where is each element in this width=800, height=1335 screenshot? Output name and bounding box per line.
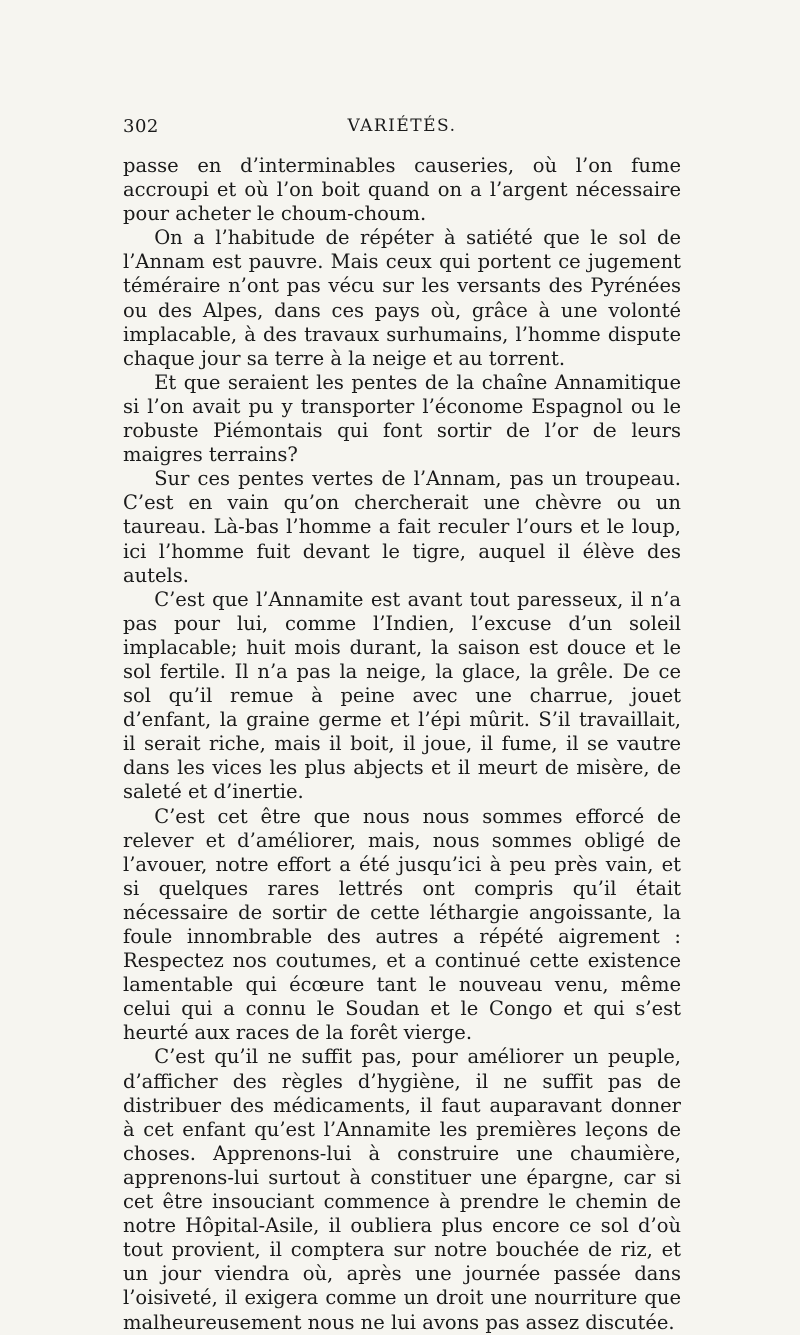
body-text — [123, 154, 681, 1335]
paragraph-chaine-annamitique: Et que seraient les pentes de la chaîne Annamitique si l’on avait pu y transporter l’économe Espagnol ou le robuste Piémontais qui font sortir de l’or de leurs maigres terrains? — [123, 370, 681, 467]
paragraph-sol-annam: On a l’habitude de répéter à satiété que le sol de l’Annam est pauvre. Mais ceux qui portent ce jugement téméraire n’ont pas vécu sur les versants des Pyrénées ou des Alpes, dans ces pays où, grâce à une volonté implacable, à des travaux surhumains, l’homme dispute chaque jour sa terre à la neige et au torrent. — [123, 226, 681, 370]
page-number: 302 — [123, 116, 159, 137]
paragraph-continued: passe en d’interminables causeries, où l’on fume accroupi et où l’on boit quand on a l’argent nécessaire pour acheter le choum-choum. — [123, 154, 681, 226]
paragraph-effort-relever: C’est cet être que nous nous sommes efforcé de relever et d’améliorer, mais, nous sommes obligé de l’avouer, notre effort a été jusqu’ici à peu près vain, et si quelques rares lettrés ont compris qu’il était nécessaire de sortir de cette léthargie angoissante, la foule innombrable des autres a répété aigrement : Respectez nos coutumes, et a continué cette existence lamentable qui écœure tant le nouveau venu, même celui qui a connu le Soudan et le Congo et qui s’est heurté aux races de la forêt vierge. — [123, 804, 681, 1045]
paragraph-pentes-vertes: Sur ces pentes vertes de l’Annam, pas un troupeau. C’est en vain qu’on chercherait une chèvre ou un taureau. Là-bas l’homme a fait reculer l’ours et le loup, ici l’homme fuit devant le tigre, auquel il élève des autels. — [123, 467, 681, 587]
paragraph-ameliorer-peuple: C’est qu’il ne suffit pas, pour améliorer un peuple, d’afficher des règles d’hygiène, il ne suffit pas de distribuer des médicaments, il faut auparavant donner à cet enfant qu’est l’Annamite les premières leçons de choses. Apprenons-lui à construire une chaumière, apprenons-lui surtout à constituer une épargne, car si cet être insouciant commence à prendre le chemin de notre Hôpital-Asile, il oubliera plus encore ce sol d’où tout provient, il comptera sur notre bouchée de riz, et un jour viendra où, après une journée passée dans l’oisiveté, il exigera comme un droit une nourriture que malheureusement nous ne lui avons pas assez discutée. — [123, 1045, 681, 1334]
running-title: VARIÉTÉS. — [347, 116, 457, 136]
paragraph-annamite-paresseux: C’est que l’Annamite est avant tout paresseux, il n’a pas pour lui, comme l’Indien, l’excuse d’un soleil implacable; huit mois durant, la saison est douce et le sol fertile. Il n’a pas la neige, la glace, la grêle. De ce sol qu’il remue à peine avec une charrue, jouet d’enfant, la graine germe et l’épi mûrit. S’il travaillait, il serait riche, mais il boit, il joue, il fume, il se vautre dans les vices les plus abjects et il meurt de misère, de saleté et d’inertie. — [123, 587, 681, 804]
page-header — [123, 116, 681, 146]
